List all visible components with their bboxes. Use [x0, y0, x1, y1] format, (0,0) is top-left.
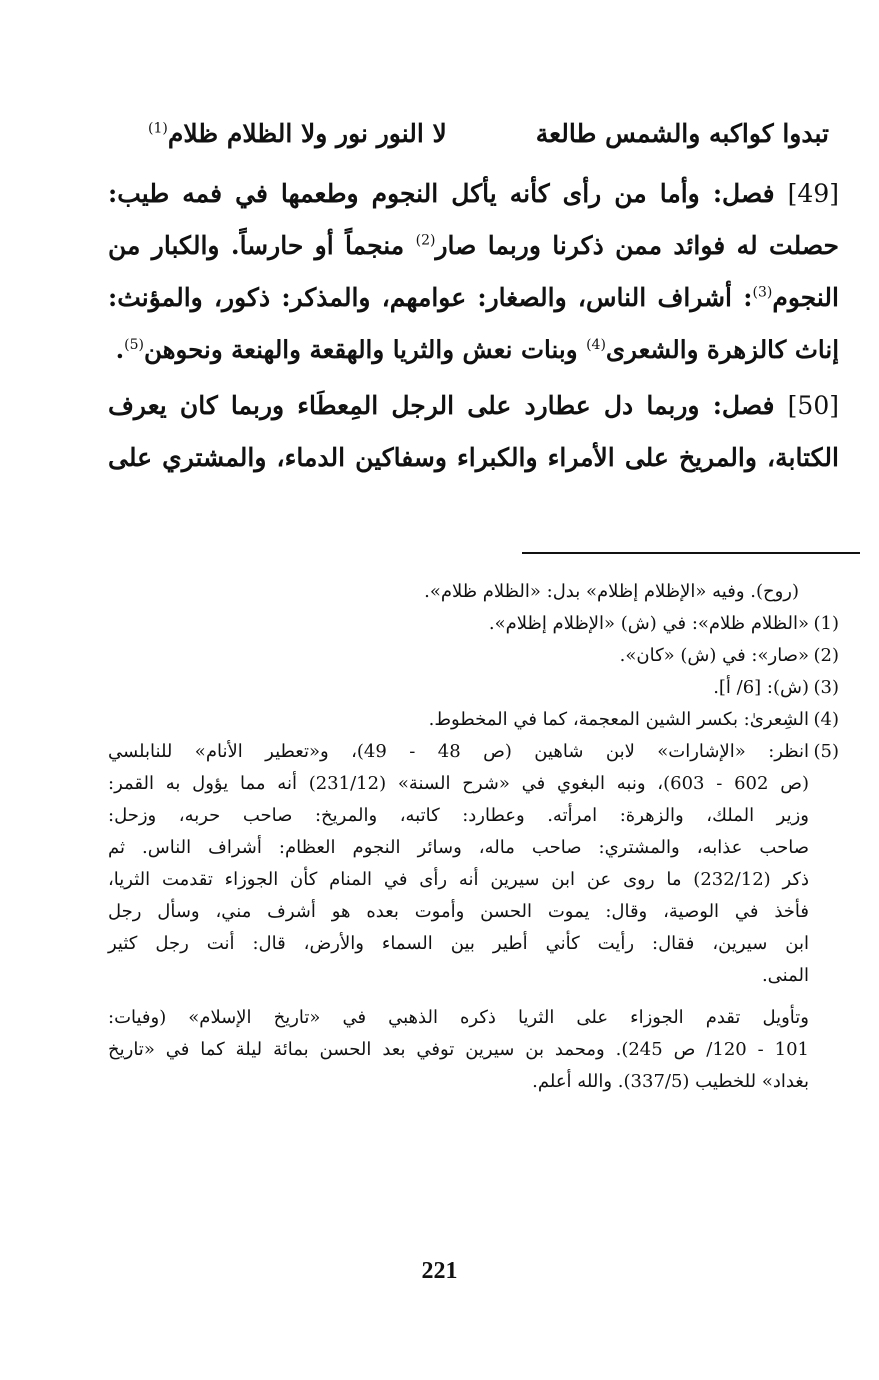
footnote-line: وزير الملك، والزهرة: امرأته. وعطارد: كاتبه، والمريخ: صاحب حربه، وزحل: [108, 805, 809, 826]
footnote-line: انظر: «الإشارات» لابن شاهين (ص 48 - 49)، و«تعطير الأنام» للنابلسي [108, 741, 809, 762]
footnote-number: (5) [813, 741, 839, 762]
paragraph-line: [49] فصل: وأما من رأى كأنه يأكل النجوم وطعمها في فمه طيب: [108, 179, 839, 208]
footnote-line: بغداد» للخطيب (337/5). والله أعلم. [532, 1071, 809, 1092]
paragraph-line: النجوم$^{(3)}$: أشراف الناس، والصغار: عوامهم، والمذكر: ذكور، والمؤنث: [108, 283, 839, 312]
footnote-item [108, 704, 839, 736]
footnote-line: فأخذ في الوصية، وقال: يموت الحسن وأموت بعده هو أشرف مني، وسأل رجل [108, 901, 809, 922]
footnote-line: وتأويل تقدم الجوزاء على الثريا ذكره الذهبي في «تاريخ الإسلام» (وفيات: [108, 1007, 809, 1028]
footnote-text: «الظلام ظلام»: في (ش) «الإظلام إظلام». [488, 613, 809, 634]
page-number: 221 [421, 1258, 458, 1284]
footnote-line: المنى. [761, 965, 809, 986]
footnote-item [108, 640, 839, 672]
verse-left-hemistich: لا النور نور ولا الظلام ظلام$^{(1)}$ [148, 119, 447, 148]
paragraph-49 [108, 168, 839, 376]
footnote-mark: (2) [415, 232, 436, 249]
section-keyword: فصل: [712, 179, 775, 208]
footnotes [108, 576, 839, 1098]
footnote-text: «صار»: في (ش) «كان». [619, 645, 809, 666]
footnote-item [108, 672, 839, 704]
footnote-number: (1) [813, 613, 839, 634]
footnote-number: (2) [813, 645, 839, 666]
footnote-line: ذكر (232/12) ما روى عن ابن سيرين أنه رأى في المنام كأن الجوزاء تقدمت الثريا، [108, 869, 810, 890]
paragraph-line: إناث كالزهرة والشعرى$^{(4)}$ وبنات نعش والثريا والهقعة والهنعة ونحوهن$^{(5)}$. [115, 335, 839, 364]
paragraph-line: الكتابة، والمريخ على الأمراء والكبراء وسفاكين الدماء، والمشتري على [108, 443, 839, 472]
paragraph-line: حصلت له فوائد ممن ذكرنا وربما صار$^{(2)}$ منجماً أو حارساً. والكبار من [108, 231, 839, 260]
footnote-item-5 [108, 736, 839, 992]
paragraph-50 [108, 380, 839, 484]
paragraph-number: [49] [787, 179, 839, 208]
footnote-mark: (5) [124, 336, 144, 353]
footnote-text: الشِعرىٰ: بكسر الشين المعجمة، كما في المخطوط. [428, 709, 809, 730]
section-keyword: فصل: [712, 391, 775, 420]
footnote-continuation: (روح). وفيه «الإظلام إظلام» بدل: «الظلام ظلام». [424, 581, 799, 602]
footnote-line: (ص 602 - 603)، ونبه البغوي في «شرح السنة» (231/12) أنه مما يؤول به القمر: [108, 773, 809, 794]
footnote-number: (4) [813, 709, 839, 730]
footnote-item [108, 608, 839, 640]
footnote-line: ابن سيرين، فقال: رأيت كأني أطير بين السماء والأرض، قال: أنت رجل كثير [108, 933, 809, 954]
footnote-mark: (1) [148, 120, 168, 137]
footnote-separator [522, 552, 860, 554]
paragraph-line: [50] فصل: وربما دل عطارد على الرجل المِعطَاء وربما كان يعرف [108, 391, 839, 420]
footnote-closing [108, 1002, 839, 1098]
footnote-text: (ش): [6/ أ]. [713, 677, 809, 698]
footnote-line: 101 - 120/ ص 245). ومحمد بن سيرين توفي بعد الحسن بمائة ليلة كما في «تاريخ [108, 1039, 809, 1060]
footnote-line: صاحب عذابه، والمشتري: صاحب ماله، وسائر النجوم العظام: أشراف الناس. ثم [108, 837, 809, 858]
verse-right-hemistich: تبدوا كواكبه والشمس طالعة [535, 119, 829, 148]
footnote-number: (3) [813, 677, 839, 698]
footnote-mark: (4) [586, 336, 606, 353]
footnote-mark: (3) [752, 284, 773, 301]
paragraph-number: [50] [787, 391, 839, 420]
